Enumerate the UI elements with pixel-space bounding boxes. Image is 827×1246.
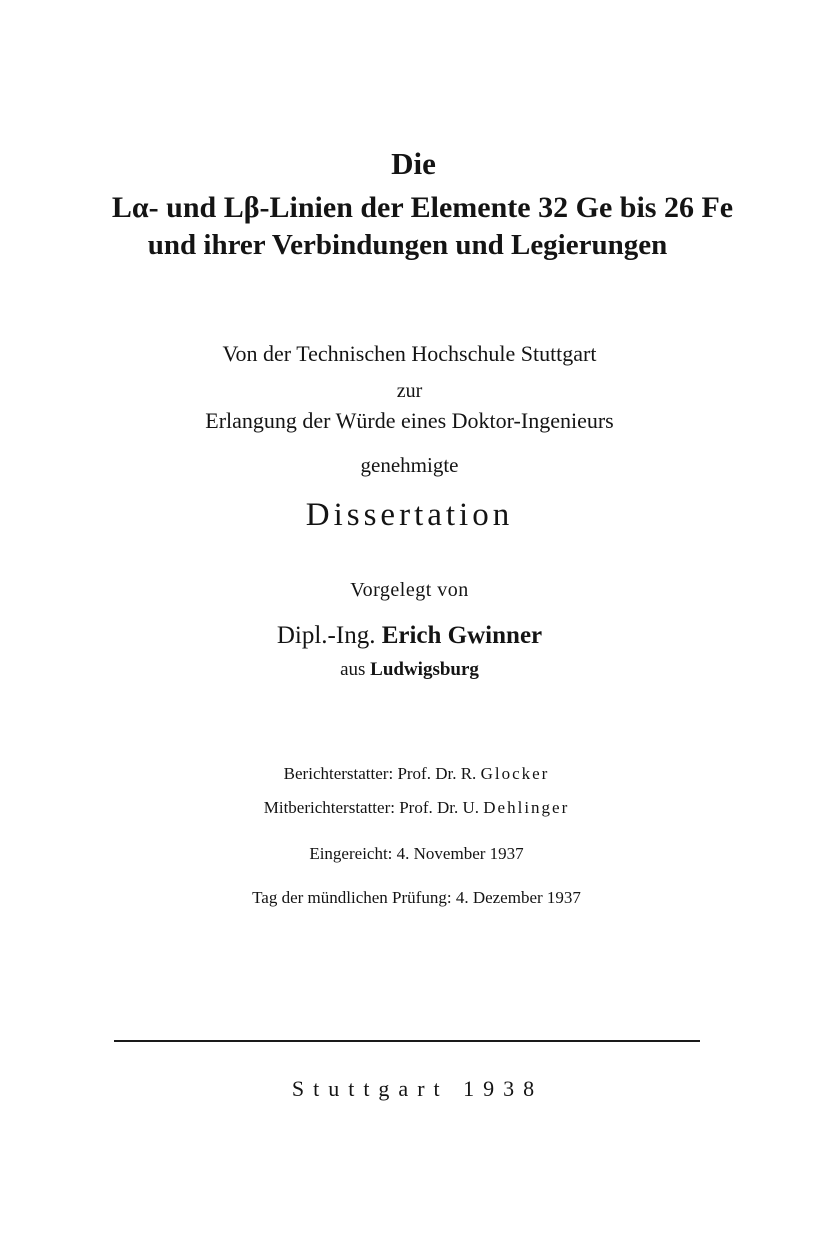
- coreferee-name: Dehlinger: [483, 798, 570, 817]
- title-line-3: und ihrer Verbindungen und Legierungen: [147, 229, 668, 261]
- origin-city: Ludwigsburg: [370, 659, 479, 680]
- submitted-date: 4. November 1937: [396, 844, 524, 863]
- referee-name: Glocker: [480, 764, 550, 783]
- presented-by: Vorgelegt von: [350, 579, 469, 601]
- imprint-place: Stuttgart: [291, 1076, 449, 1101]
- referee-title: Prof. Dr. R.: [397, 764, 477, 783]
- exam-label: Tag der mündlichen Prüfung:: [252, 888, 452, 907]
- title-line-1: Die: [391, 146, 436, 181]
- coreferee-line: [3, 799, 827, 816]
- approval-line: genehmigte: [360, 453, 459, 477]
- coreferee-title: Prof. Dr. U.: [399, 798, 480, 817]
- exam-line: [3, 889, 827, 906]
- referee-label: Berichterstatter:: [283, 764, 394, 783]
- author-name: Erich Gwinner: [381, 622, 543, 649]
- imprint-line: [4, 1078, 827, 1100]
- horizontal-divider: [114, 1040, 700, 1042]
- author-origin: [0, 660, 823, 679]
- degree-purpose-line: Erlangung der Würde eines Doktor-Ingenieurs: [205, 408, 614, 433]
- referee-line: [3, 765, 827, 782]
- coreferee-label: Mitberichterstatter:: [263, 798, 395, 817]
- author-line: [0, 623, 823, 648]
- connector-line: zur: [396, 380, 423, 402]
- submitted-label: Eingereicht:: [309, 844, 393, 863]
- author-degree: Dipl.-Ing.: [276, 622, 376, 649]
- submitted-line: [3, 845, 827, 862]
- institution-line: Von der Technischen Hochschule Stuttgart: [222, 341, 597, 366]
- imprint-year: 1938: [463, 1076, 544, 1101]
- document-type: Dissertation: [305, 497, 514, 533]
- exam-date: 4. Dezember 1937: [455, 888, 581, 907]
- title-line-2: Lα- und Lβ-Linien der Elemente 32 Ge bis 26 Fe: [111, 191, 734, 224]
- origin-prefix: aus: [340, 659, 366, 680]
